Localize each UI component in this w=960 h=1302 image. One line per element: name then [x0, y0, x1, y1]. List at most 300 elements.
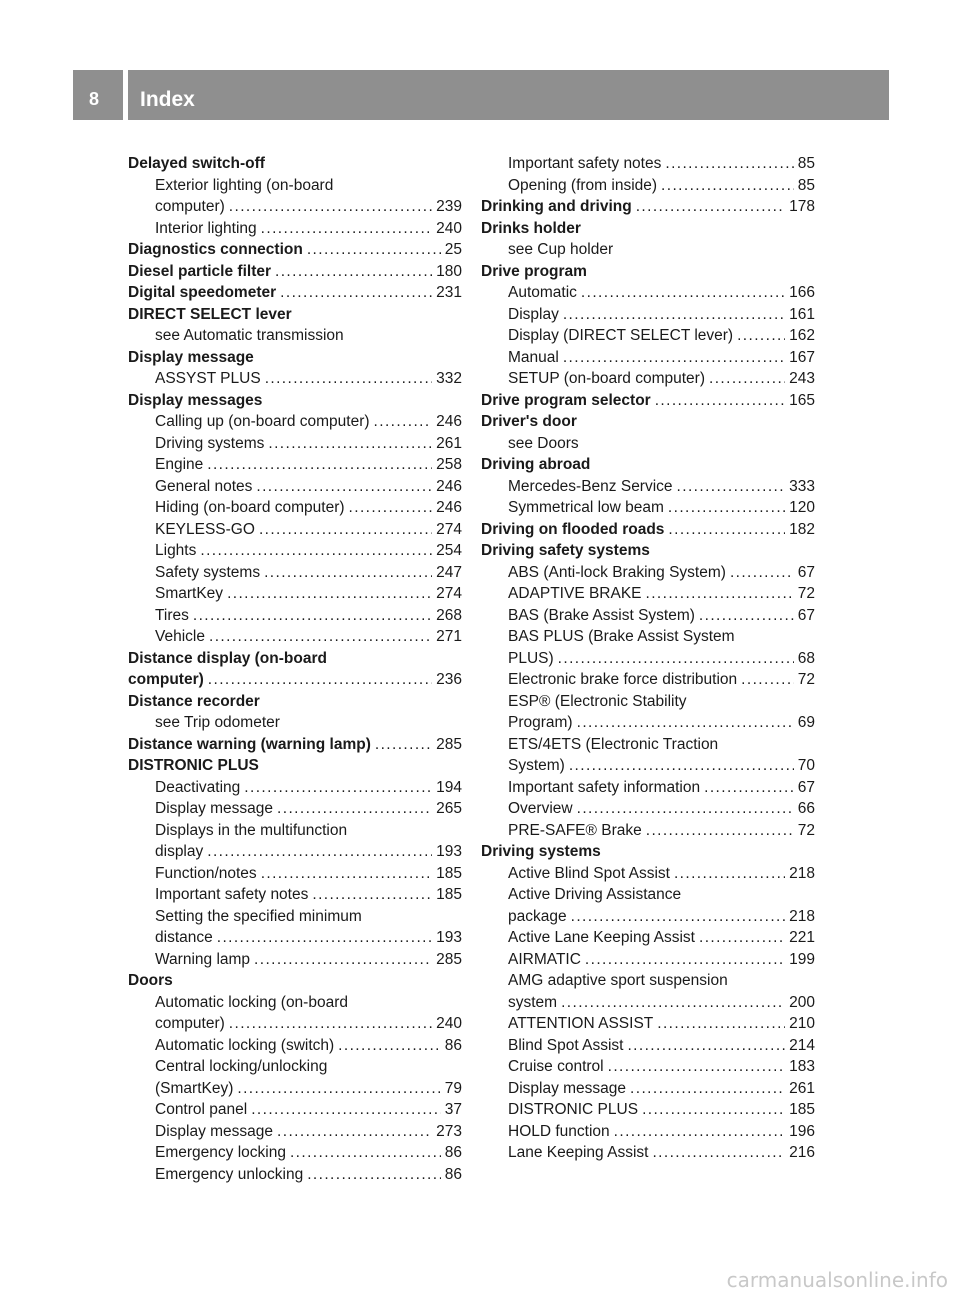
entry-text: see Cup holder — [508, 241, 614, 258]
page-reference: 254 — [436, 542, 462, 559]
index-entry-heading — [128, 734, 462, 756]
page-reference: 285 — [436, 735, 462, 753]
dot-leader — [571, 906, 786, 928]
dot-leader — [307, 239, 441, 261]
dot-leader — [261, 863, 432, 885]
index-entry-heading — [128, 153, 462, 175]
dot-leader — [277, 798, 432, 820]
page-reference: 247 — [436, 563, 462, 581]
index-entry-heading — [481, 196, 815, 218]
entry-text: Cruise control — [508, 1058, 604, 1075]
index-entry-subitem — [128, 562, 462, 584]
index-entry-heading — [481, 411, 815, 433]
index-entry-subitem — [128, 777, 462, 799]
page-reference: 185 — [436, 886, 462, 903]
entry-text: Engine — [155, 456, 204, 473]
page-reference: 243 — [789, 370, 815, 387]
index-entry-subitem — [481, 304, 815, 326]
entry-text: ABS (Anti-lock Braking System) — [508, 563, 726, 581]
index-entry-subitem — [481, 325, 815, 347]
index-entry-heading — [128, 239, 462, 261]
dot-leader — [558, 648, 794, 670]
entry-text: BAS PLUS (Brake Assist System — [508, 628, 735, 645]
index-entry-subitem — [481, 1013, 815, 1035]
page-reference: 69 — [797, 714, 815, 731]
index-entry-subitem — [128, 519, 462, 541]
page-reference: 182 — [789, 520, 815, 538]
entry-text: Display messages — [128, 391, 263, 409]
index-entry-subitem — [481, 476, 815, 498]
entry-text: PLUS) — [508, 649, 554, 667]
entry-text: Driver's door — [481, 413, 577, 430]
index-entry-subitem — [481, 175, 815, 197]
dot-leader — [668, 519, 785, 541]
page-reference: 72 — [797, 585, 815, 602]
index-entry-heading — [481, 454, 815, 476]
dot-leader — [657, 1013, 785, 1035]
dot-leader — [563, 347, 785, 369]
entry-text: Program) — [508, 714, 573, 731]
index-entry-subitem — [481, 884, 815, 906]
entry-text: AIRMATIC — [508, 950, 581, 968]
header-divider — [123, 70, 128, 120]
index-entry-subitem — [481, 798, 815, 820]
dot-leader — [741, 669, 794, 691]
dot-leader — [577, 712, 794, 734]
entry-text: Driving safety systems — [481, 542, 650, 559]
page-reference: 236 — [436, 671, 462, 688]
page-reference: 332 — [436, 370, 462, 387]
entry-text: ESP® (Electronic Stability — [508, 692, 687, 710]
page-reference: 285 — [436, 950, 462, 968]
watermark: carmanualsonline.info — [726, 1268, 948, 1292]
entry-text: computer) — [155, 198, 225, 215]
dot-leader — [265, 368, 432, 390]
page-reference: 194 — [436, 778, 462, 796]
index-entry-heading — [128, 669, 462, 691]
entry-text: Drinking and driving — [481, 198, 632, 215]
index-entry-subitem — [128, 175, 462, 197]
entry-text: Distance recorder — [128, 692, 260, 710]
entry-text: Automatic locking (switch) — [155, 1036, 335, 1054]
entry-text: computer) — [155, 1015, 225, 1032]
dot-leader — [338, 1035, 441, 1057]
page-reference: 268 — [436, 606, 462, 624]
index-entry-subitem — [481, 669, 815, 691]
page-reference: 218 — [789, 864, 815, 882]
entry-text: PRE-SAFE® Brake — [508, 821, 642, 839]
page-reference: 185 — [436, 864, 462, 882]
page-title: Index — [140, 88, 195, 111]
entry-text: Manual — [508, 348, 559, 366]
index-entry-heading — [128, 304, 462, 326]
dot-leader — [665, 153, 793, 175]
entry-text: Display — [508, 305, 559, 323]
page-reference: 274 — [436, 520, 462, 538]
page-reference: 240 — [436, 1015, 462, 1032]
index-entry-subitem — [128, 712, 462, 734]
index-entry-heading — [128, 390, 462, 412]
entry-text: BAS (Brake Assist System) — [508, 606, 695, 624]
entry-text: Emergency unlocking — [155, 1165, 304, 1183]
entry-text: display — [155, 843, 204, 860]
page-reference: 246 — [436, 413, 462, 430]
dot-leader — [261, 218, 432, 240]
page-reference: 85 — [797, 155, 815, 172]
index-entry-subitem — [481, 239, 815, 261]
index-entry-subitem — [128, 411, 462, 433]
entry-text: ADAPTIVE BRAKE — [508, 585, 642, 602]
page-reference: 86 — [444, 1144, 462, 1161]
dot-leader — [636, 196, 785, 218]
page-reference: 200 — [789, 993, 815, 1011]
entry-text: Symmetrical low beam — [508, 499, 664, 516]
index-entry-subitem — [128, 218, 462, 240]
entry-text: DISTRONIC PLUS — [508, 1101, 639, 1118]
entry-text: Deactivating — [155, 778, 241, 796]
index-entry-subitem — [128, 1013, 462, 1035]
dot-leader — [652, 1142, 785, 1164]
entry-text: Display message — [508, 1079, 627, 1097]
page-reference: 72 — [797, 821, 815, 839]
index-entry-heading — [481, 218, 815, 240]
entry-text: Driving systems — [155, 434, 265, 452]
entry-text: ATTENTION ASSIST — [508, 1015, 654, 1032]
entry-text: Display message — [155, 1122, 274, 1140]
dot-leader — [207, 454, 432, 476]
page-reference: 185 — [789, 1101, 815, 1118]
entry-text: Warning lamp — [155, 950, 251, 968]
entry-text: Drive program — [481, 262, 587, 280]
page-reference: 68 — [797, 649, 815, 667]
page-reference: 265 — [436, 800, 462, 817]
entry-text: KEYLESS-GO — [155, 520, 255, 538]
index-entry-subitem — [128, 1164, 462, 1186]
page-reference: 166 — [789, 284, 815, 301]
header-bar — [73, 70, 889, 120]
entry-text: Overview — [508, 800, 573, 817]
entry-text: see Automatic transmission — [155, 327, 344, 344]
page-reference: 120 — [789, 499, 815, 516]
index-entry-heading — [128, 648, 462, 670]
entry-text: AMG adaptive sport suspension — [508, 972, 728, 989]
index-entry-subitem — [481, 347, 815, 369]
page-reference: 67 — [797, 563, 815, 581]
dot-leader — [668, 497, 785, 519]
index-entry-subitem — [128, 798, 462, 820]
entry-text: Delayed switch-off — [128, 155, 265, 172]
index-entry-heading — [128, 261, 462, 283]
index-entry-subitem — [481, 433, 815, 455]
dot-leader — [227, 583, 432, 605]
index-entry-heading — [481, 261, 815, 283]
page-reference: 193 — [436, 929, 462, 946]
index-entry-subitem — [481, 949, 815, 971]
dot-leader — [699, 927, 785, 949]
index-entry-heading — [128, 691, 462, 713]
page-reference: 85 — [797, 176, 815, 194]
index-entry-subitem — [128, 433, 462, 455]
index-entry-subitem — [128, 949, 462, 971]
dot-leader — [264, 562, 432, 584]
index-entry-subitem — [481, 1078, 815, 1100]
dot-leader — [614, 1121, 785, 1143]
dot-leader — [259, 519, 432, 541]
index-entry-heading — [128, 970, 462, 992]
index-entry-subitem — [481, 755, 815, 777]
index-column-left — [128, 153, 462, 1185]
entry-text: System) — [508, 757, 565, 774]
dot-leader — [581, 282, 785, 304]
entry-text: Electronic brake force distribution — [508, 671, 738, 688]
index-entry-subitem — [481, 282, 815, 304]
dot-leader — [256, 476, 432, 498]
entry-text: Driving systems — [481, 843, 601, 860]
entry-text: Active Driving Assistance — [508, 886, 682, 903]
index-entry-subitem — [128, 497, 462, 519]
entry-text: Driving abroad — [481, 456, 591, 473]
index-entry-subitem — [128, 583, 462, 605]
entry-text: Active Lane Keeping Assist — [508, 929, 695, 946]
index-entry-subitem — [481, 970, 815, 992]
index-entry-subitem — [128, 1035, 462, 1057]
dot-leader — [277, 1121, 432, 1143]
dot-leader — [209, 626, 432, 648]
index-entry-subitem — [481, 368, 815, 390]
entry-text: Lane Keeping Assist — [508, 1144, 649, 1161]
index-entry-subitem — [128, 1078, 462, 1100]
page-reference: 210 — [789, 1015, 815, 1032]
entry-text: Interior lighting — [155, 219, 257, 237]
index-entry-subitem — [128, 884, 462, 906]
dot-leader — [627, 1035, 785, 1057]
entry-text: Tires — [155, 606, 189, 624]
entry-text: package — [508, 907, 567, 925]
dot-leader — [608, 1056, 786, 1078]
entry-text: Calling up (on-board computer) — [155, 413, 370, 430]
entry-text: (SmartKey) — [155, 1079, 234, 1097]
dot-leader — [677, 476, 786, 498]
entry-text: Important safety notes — [508, 155, 662, 172]
entry-text: Distance display (on-board — [128, 649, 327, 667]
page-reference: 246 — [436, 477, 462, 495]
dot-leader — [349, 497, 433, 519]
dot-leader — [217, 927, 432, 949]
page-reference: 180 — [436, 262, 462, 280]
page-reference: 66 — [797, 800, 815, 817]
index-entry-subitem — [128, 368, 462, 390]
entry-text: Blind Spot Assist — [508, 1036, 624, 1054]
index-entry-subitem — [481, 820, 815, 842]
dot-leader — [229, 196, 432, 218]
entry-text: Important safety information — [508, 778, 701, 796]
index-column-right — [481, 153, 815, 1164]
index-entry-subitem — [128, 540, 462, 562]
entry-text: HOLD function — [508, 1122, 610, 1140]
page-reference: 246 — [436, 499, 462, 516]
entry-text: Opening (from inside) — [508, 176, 658, 194]
index-entry-heading — [481, 841, 815, 863]
index-entry-subitem — [128, 841, 462, 863]
index-entry-subitem — [128, 863, 462, 885]
page-reference: 239 — [436, 198, 462, 215]
entry-text: Display message — [155, 800, 274, 817]
entry-text: SETUP (on-board computer) — [508, 370, 705, 387]
index-entry-subitem — [481, 1056, 815, 1078]
dot-leader — [280, 282, 432, 304]
index-entry-subitem — [128, 196, 462, 218]
index-entry-subitem — [128, 1056, 462, 1078]
entry-text: Active Blind Spot Assist — [508, 864, 670, 882]
entry-text: see Trip odometer — [155, 714, 280, 731]
page-reference: 214 — [789, 1036, 815, 1054]
entry-text: Diagnostics connection — [128, 241, 303, 258]
page-reference: 167 — [789, 348, 815, 366]
index-entry-heading — [128, 347, 462, 369]
index-entry-subitem — [128, 1099, 462, 1121]
entry-text: Distance warning (warning lamp) — [128, 735, 371, 753]
index-entry-heading — [481, 390, 815, 412]
index-entry-subitem — [128, 626, 462, 648]
entry-text: ETS/4ETS (Electronic Traction — [508, 735, 719, 753]
entry-text: DISTRONIC PLUS — [128, 757, 259, 774]
index-entry-subitem — [128, 820, 462, 842]
dot-leader — [577, 798, 794, 820]
dot-leader — [229, 1013, 432, 1035]
index-entry-heading — [481, 540, 815, 562]
entry-text: SmartKey — [155, 585, 224, 602]
page-reference: 67 — [797, 778, 815, 796]
index-entry-heading — [481, 519, 815, 541]
page-reference: 25 — [444, 241, 462, 258]
page-reference: 161 — [789, 305, 815, 323]
page-reference: 271 — [436, 628, 462, 645]
dot-leader — [709, 368, 785, 390]
entry-text: Important safety notes — [155, 886, 309, 903]
dot-leader — [207, 841, 432, 863]
dot-leader — [375, 734, 432, 756]
dot-leader — [200, 540, 432, 562]
entry-text: Mercedes-Benz Service — [508, 477, 673, 495]
page-reference: 86 — [444, 1036, 462, 1054]
index-entry-subitem — [481, 562, 815, 584]
entry-text: Diesel particle filter — [128, 262, 272, 280]
dot-leader — [290, 1142, 441, 1164]
index-entry-subitem — [128, 476, 462, 498]
dot-leader — [674, 863, 785, 885]
entry-text: Setting the specified minimum — [155, 907, 362, 925]
entry-text: Lights — [155, 542, 197, 559]
index-entry-subitem — [128, 325, 462, 347]
dot-leader — [730, 562, 794, 584]
entry-text: computer) — [128, 671, 204, 688]
page-reference: 79 — [444, 1079, 462, 1097]
page-reference: 165 — [789, 391, 815, 409]
page-reference: 221 — [789, 929, 815, 946]
entry-text: distance — [155, 929, 213, 946]
page-reference: 183 — [789, 1058, 815, 1075]
entry-text: Drive program selector — [481, 391, 651, 409]
dot-leader — [585, 949, 785, 971]
dot-leader — [563, 304, 785, 326]
page-reference: 333 — [789, 477, 815, 495]
dot-leader — [254, 949, 432, 971]
page-reference: 231 — [436, 284, 462, 301]
page-reference: 199 — [789, 950, 815, 968]
page-reference: 67 — [797, 606, 815, 624]
dot-leader — [561, 992, 785, 1014]
dot-leader — [704, 777, 794, 799]
index-entry-subitem — [481, 691, 815, 713]
index-entry-subitem — [481, 1121, 815, 1143]
index-entry-subitem — [481, 1099, 815, 1121]
entry-text: DIRECT SELECT lever — [128, 305, 292, 323]
index-entry-subitem — [481, 777, 815, 799]
dot-leader — [374, 411, 433, 433]
index-entry-subitem — [481, 497, 815, 519]
page-reference: 258 — [436, 456, 462, 473]
page-reference: 162 — [789, 327, 815, 344]
index-entry-heading — [128, 282, 462, 304]
index-entry-subitem — [481, 906, 815, 928]
entry-text: Vehicle — [155, 628, 205, 645]
entry-text: Automatic — [508, 284, 577, 301]
index-entry-subitem — [481, 1142, 815, 1164]
index-entry-subitem — [128, 927, 462, 949]
page-reference: 240 — [436, 219, 462, 237]
index-entry-subitem — [128, 1121, 462, 1143]
index-entry-subitem — [481, 626, 815, 648]
entry-text: Drinks holder — [481, 219, 581, 237]
dot-leader — [569, 755, 794, 777]
page-reference: 218 — [789, 907, 815, 925]
dot-leader — [737, 325, 785, 347]
entry-text: ASSYST PLUS — [155, 370, 261, 387]
dot-leader — [312, 884, 432, 906]
index-entry-subitem — [481, 712, 815, 734]
page-reference: 216 — [789, 1144, 815, 1161]
entry-text: Driving on flooded roads — [481, 520, 665, 538]
entry-text: system — [508, 993, 558, 1011]
page-reference: 72 — [797, 671, 815, 688]
page-reference: 178 — [789, 198, 815, 215]
page-reference: 273 — [436, 1122, 462, 1140]
entry-text: Automatic locking (on-board — [155, 993, 348, 1011]
page-reference: 86 — [444, 1165, 462, 1183]
entry-text: Emergency locking — [155, 1144, 286, 1161]
dot-leader — [655, 390, 785, 412]
index-entry-subitem — [481, 734, 815, 756]
index-entry-subitem — [481, 605, 815, 627]
dot-leader — [646, 820, 794, 842]
index-entry-subitem — [128, 605, 462, 627]
index-entry-subitem — [481, 153, 815, 175]
entry-text: Doors — [128, 972, 173, 989]
index-entry-subitem — [481, 927, 815, 949]
entry-text: Central locking/unlocking — [155, 1058, 328, 1075]
page-reference: 274 — [436, 585, 462, 602]
entry-text: Exterior lighting (on-board — [155, 176, 334, 194]
entry-text: Digital speedometer — [128, 284, 277, 301]
index-entry-subitem — [481, 992, 815, 1014]
index-entry-subitem — [481, 648, 815, 670]
entry-text: Safety systems — [155, 563, 261, 581]
index-entry-subitem — [128, 1142, 462, 1164]
dot-leader — [237, 1078, 440, 1100]
dot-leader — [193, 605, 432, 627]
dot-leader — [208, 669, 432, 691]
index-entry-subitem — [128, 906, 462, 928]
